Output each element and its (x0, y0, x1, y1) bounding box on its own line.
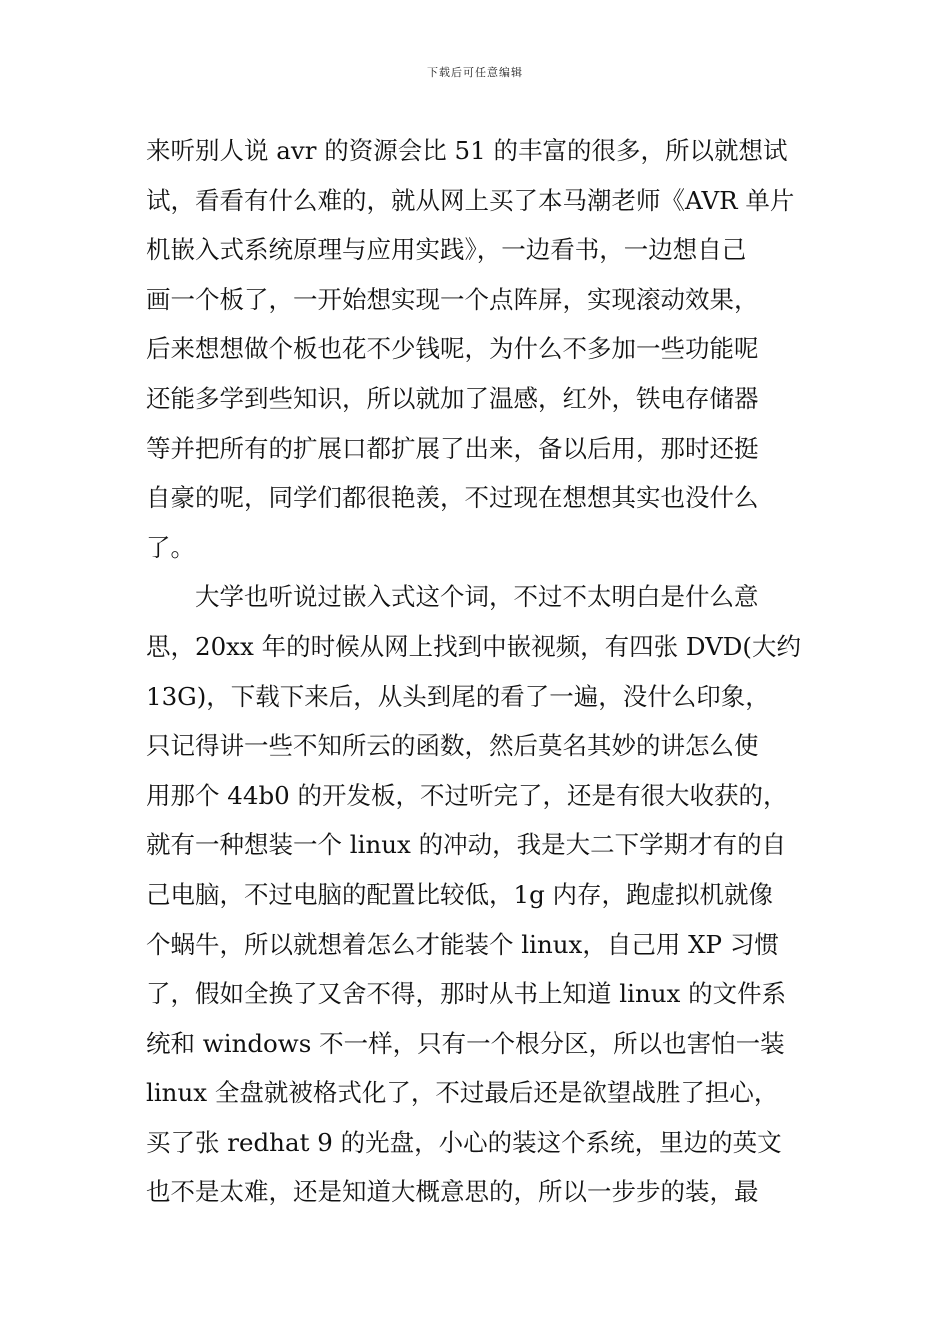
text-line: 了。 (146, 532, 195, 562)
text-line: 来听别人说 avr 的资源会比 51 的丰富的很多，所以就想试 (146, 136, 788, 165)
text-line: 13G)，下载下来后，从头到尾的看了一遍，没什么印象， (146, 681, 770, 711)
text-line: 后来想想做个板也花不少钱呢，为什么不多加一些功能呢 (146, 334, 759, 364)
text-line: 买了张 redhat 9 的光盘，小心的装这个系统，里边的英文 (146, 1127, 782, 1157)
text-line: 自豪的呢，同学们都很艳羡，不过现在想想其实也没什么 (146, 483, 759, 513)
text-line: 还能多学到些知识，所以就加了温感，红外，铁电存储器 (146, 383, 759, 413)
document-body (146, 126, 816, 1217)
paragraph-first-line: 大学也听说过嵌入式这个词，不过不太明白是什么意 (195, 582, 759, 612)
text-line: 了，假如全换了又舍不得，那时从书上知道 linux 的文件系 (146, 979, 787, 1009)
text-line: 等并把所有的扩展口都扩展了出来，备以后用，那时还挺 (146, 433, 759, 463)
text-line: 用那个 44b0 的开发板，不过听完了，还是有很大收获的， (146, 780, 788, 810)
text-line: 只记得讲一些不知所云的函数，然后莫名其妙的讲怎么使 (146, 731, 759, 761)
text-line: 己电脑，不过电脑的配置比较低，1g 内存，跑虚拟机就像 (146, 879, 774, 909)
text-line: 画一个板了，一开始想实现一个点阵屏，实现滚动效果， (146, 284, 759, 314)
text-line: 统和 windows 不一样，只有一个根分区，所以也害怕一装 (146, 1028, 785, 1058)
text-line: 个蜗牛，所以就想着怎么才能装个 linux，自己用 XP 习惯 (146, 929, 779, 959)
text-line: 机嵌入式系统原理与应用实践》，一边看书，一边想自己 (146, 235, 747, 265)
text-line: 试，看看有什么难的，就从网上买了本马潮老师《AVR 单片 (146, 185, 795, 215)
text-line: linux 全盘就被格式化了，不过最后还是欲望战胜了担心， (146, 1078, 779, 1108)
text-line: 就有一种想装一个 linux 的冲动，我是大二下学期才有的自 (146, 830, 787, 860)
page-header: 下载后可任意编辑 (427, 66, 523, 79)
text-line: 也不是太难，还是知道大概意思的，所以一步步的装，最 (146, 1177, 759, 1207)
text-line: 思，20xx 年的时候从网上找到中嵌视频，有四张 DVD(大约 (146, 631, 801, 661)
